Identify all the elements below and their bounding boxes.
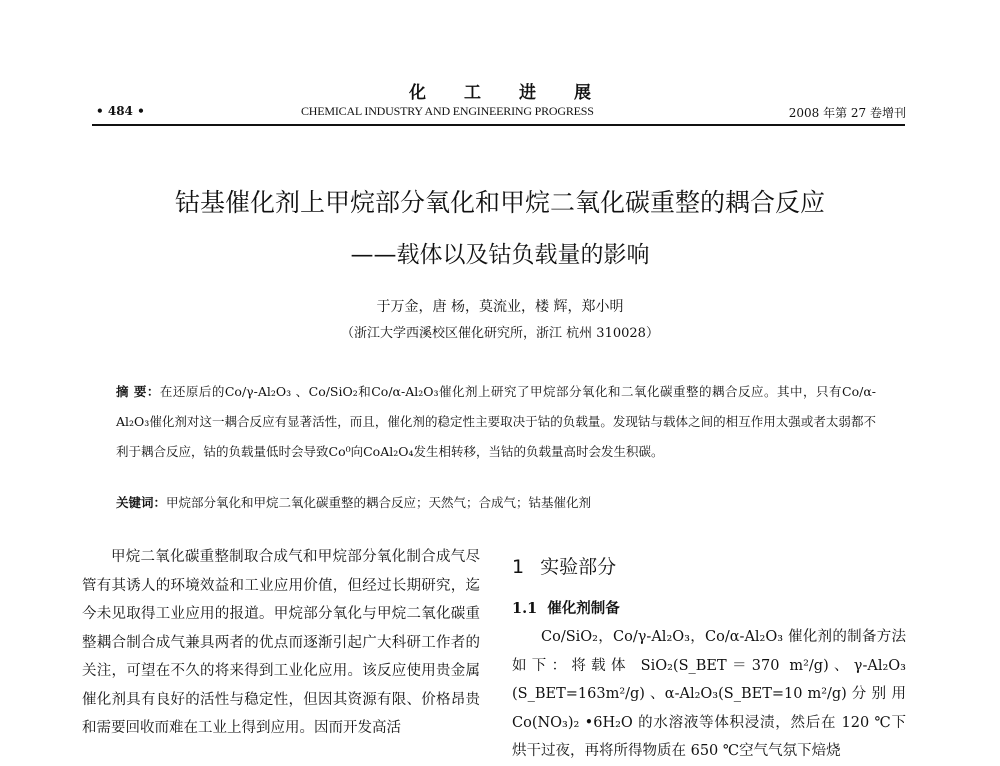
paper-subtitle: ——载体以及钴负载量的影响 [350, 242, 650, 268]
abstract [116, 377, 876, 467]
subsection-heading [512, 595, 906, 623]
right-column [512, 553, 906, 766]
paper-title: 钴基催化剂上甲烷部分氧化和甲烷二氧化碳重整的耦合反应 [174, 188, 825, 217]
subsection-title: 催化剂制备 [547, 600, 620, 617]
keywords [116, 492, 876, 514]
page-number: • 484 • [96, 104, 145, 118]
section-title: 实验部分 [540, 556, 617, 578]
keywords-text: 甲烷部分氧化和甲烷二氧化碳重整的耦合反应；天然气；合成气；钴基催化剂 [166, 495, 592, 510]
journal-title-cn: 化工进展 [409, 83, 629, 103]
issue-info: 2008 年第 27 卷增刊 [788, 106, 906, 120]
keywords-label: 关键词： [116, 495, 167, 510]
method-paragraph: Co/SiO₂，Co/γ-Al₂O₃，Co/α-Al₂O₃ 催化剂的制备方法如下：将载体 SiO₂(S_BET＝370 m²/g)、γ-Al₂O₃ (S_BET=163m²/g) 、α-Al₂O₃(S_BET=10 m²/g) 分 别 用 Co(NO₃)₂ •6H₂O 的水溶液等体积浸渍，然后在 120 ℃下烘干过夜，再将所得物质在 650 ℃空气气氛下焙烧 [512, 629, 906, 759]
section-number: 1 [512, 556, 525, 578]
running-header [96, 104, 906, 122]
intro-paragraph: 甲烷二氧化碳重整制取合成气和甲烷部分氧化制合成气尽管有其诱人的环境效益和工业应用价值，但经过长期研究，迄今未见取得工业应用的报道。甲烷部分氧化与甲烷二氧化碳重整耦合制合成气兼具两者的优点而逐渐引起广大科研工作者的关注，可望在不久的将来得到工业化应用。该反应使用贵金属催化剂具有良好的活性与稳定性，但因其资源有限、价格昂贵和需要回收而难在工业上得到应用。因而开发高活 [82, 549, 480, 736]
abstract-text: 在还原后的Co/γ-Al₂O₃ 、Co/SiO₂和Co/α-Al₂O₃催化剂上研究了甲烷部分氧化和二氧化碳重整的耦合反应。其中，只有Co/α-Al₂O₃催化剂对这一耦合反应有显著活性，而且，催化剂的稳定性主要取决于钴的负载量。发现钴与载体之间的相互作用太强或者太弱都不利于耦合反应，钴的负载量低时会导致Co⁰向CoAl₂O₄发生相转移，当钴的负载量高时会发生积碳。 [116, 384, 876, 459]
left-column [82, 543, 480, 743]
journal-title-en: CHEMICAL INDUSTRY AND ENGINEERING PROGRESS [301, 104, 594, 118]
authors: 于万金，唐 杨，莫流业，楼 辉，郑小明 [376, 299, 624, 315]
affiliation: （浙江大学西溪校区催化研究所，浙江 杭州 310028） [341, 326, 659, 341]
section-heading [512, 553, 906, 581]
header-rule [92, 124, 905, 126]
subsection-number: 1.1 [512, 600, 538, 617]
abstract-label: 摘 要： [116, 384, 160, 399]
